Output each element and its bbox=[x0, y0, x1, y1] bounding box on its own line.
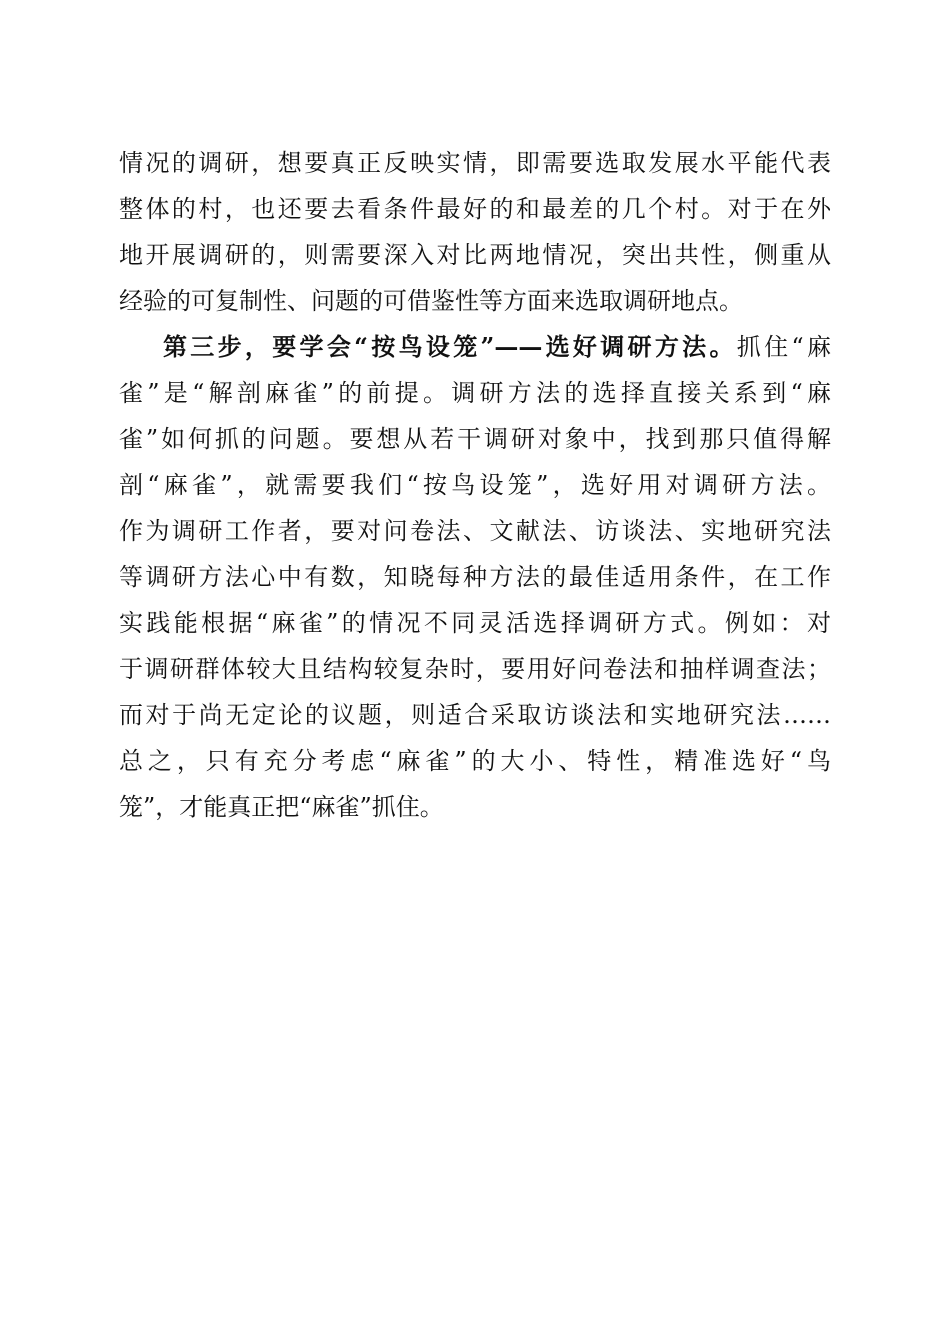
document-body bbox=[119, 140, 831, 830]
paragraph-2 bbox=[119, 324, 831, 830]
paragraph-line: 雀”是“解剖麻雀”的前提。调研方法的选择直接关系到“麻 bbox=[119, 379, 831, 407]
paragraph-line: 雀”如何抓的问题。要想从若干调研对象中，找到那只值得解 bbox=[119, 425, 831, 453]
paragraph-line: 地开展调研的，则需要深入对比两地情况，突出共性，侧重从 bbox=[119, 241, 831, 269]
paragraph-line: 整体的村，也还要去看条件最好的和最差的几个村。对于在外 bbox=[119, 195, 831, 223]
paragraph-heading: 第三步，要学会“按鸟设笼”——选好调研方法。 bbox=[163, 332, 737, 361]
paragraph-line: 作为调研工作者，要对问卷法、文献法、访谈法、实地研究法 bbox=[119, 517, 831, 545]
paragraph-line: 于调研群体较大且结构较复杂时，要用好问卷法和抽样调查法； bbox=[119, 655, 831, 683]
paragraph-line: 剖“麻雀”，就需要我们“按鸟设笼”，选好用对调研方法。 bbox=[119, 471, 831, 499]
paragraph-line: 而对于尚无定论的议题，则适合采取访谈法和实地研究法…… bbox=[119, 701, 831, 729]
paragraph-line: 实践能根据“麻雀”的情况不同灵活选择调研方式。例如：对 bbox=[119, 609, 831, 637]
paragraph-line: 笼”，才能真正把“麻雀”抓住。 bbox=[119, 793, 444, 821]
paragraph-first-line bbox=[119, 324, 831, 370]
paragraph-line: 总之，只有充分考虑“麻雀”的大小、特性，精准选好“鸟 bbox=[119, 747, 831, 775]
paragraph-line: 等调研方法心中有数，知晓每种方法的最佳适用条件，在工作 bbox=[119, 563, 831, 591]
paragraph-1 bbox=[119, 140, 831, 324]
paragraph-line: 情况的调研，想要真正反映实情，即需要选取发展水平能代表 bbox=[119, 149, 831, 177]
paragraph-line-rest: 抓住“麻 bbox=[736, 333, 831, 361]
paragraph-line: 经验的可复制性、问题的可借鉴性等方面来选取调研地点。 bbox=[119, 287, 743, 315]
